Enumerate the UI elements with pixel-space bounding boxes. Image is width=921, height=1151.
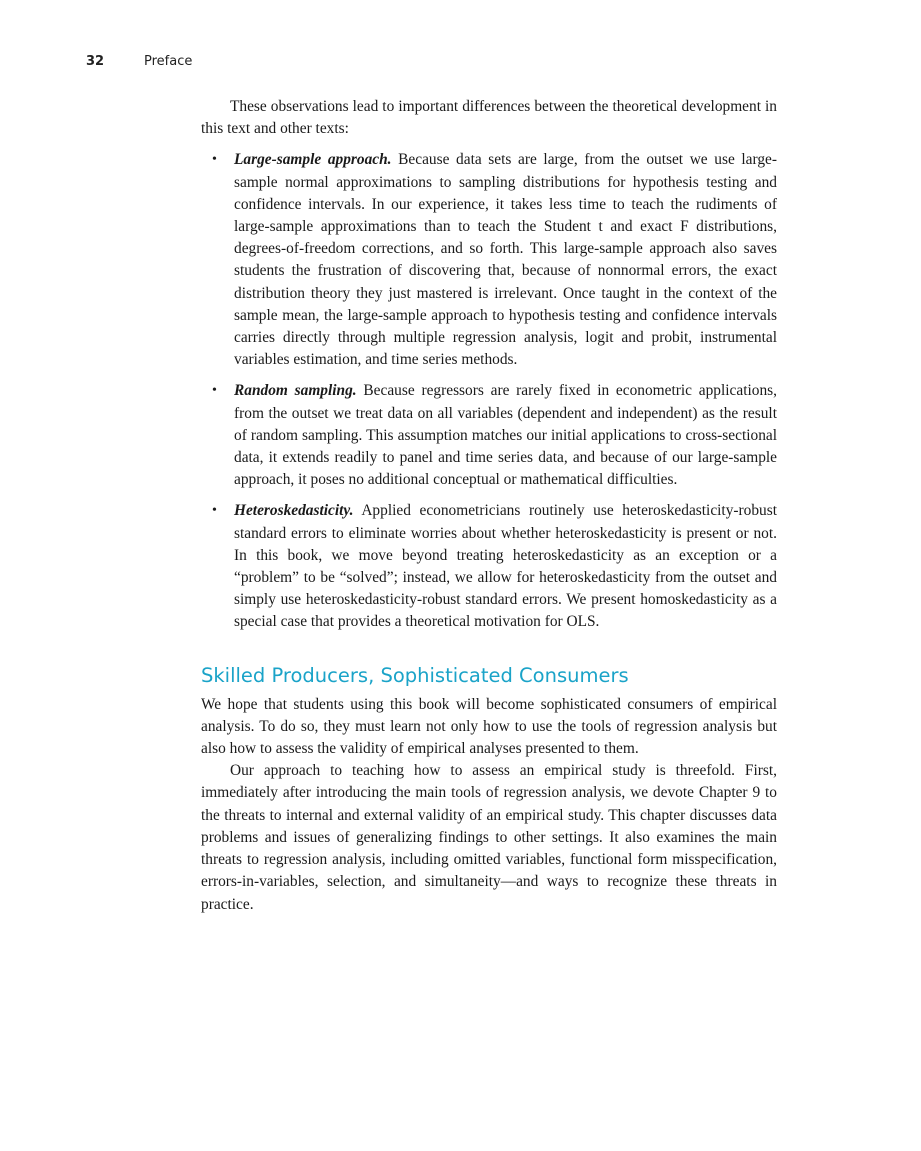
section-paragraph: Our approach to teaching how to assess an empirical study is threefold. First, immediately after introducing the main tools of regression analysis, we devote Chapter 9 to the threats to internal and external validity of an empirical study. This chapter discusses data problems and issues of generalizing findings to other settings. It also examines the main threats to regression analysis, including omitted variables, functional form misspecification, errors-in-variables, selection, and simultaneity—and ways to recognize these threats in practice. bbox=[201, 762, 777, 913]
bullet-icon: • bbox=[212, 503, 217, 519]
bullet-list bbox=[201, 149, 777, 633]
body-text bbox=[201, 96, 777, 916]
running-head-section: Preface bbox=[144, 54, 193, 69]
bullet-icon: • bbox=[212, 152, 217, 168]
bullet-item bbox=[201, 380, 777, 491]
bullet-item bbox=[201, 500, 777, 633]
section-paragraph: We hope that students using this book will become sophisticated consumers of empirical analysis. To do so, they must learn not only how to use the tools of regression analysis but also how to assess the validity of empirical analyses presented to them. bbox=[201, 695, 777, 758]
section-heading: Skilled Producers, Sophisticated Consumers bbox=[201, 663, 629, 687]
intro-paragraph: These observations lead to important differences between the theoretical development in this text and other texts: bbox=[201, 98, 777, 138]
bullet-text: Because data sets are large, from the outset we use large-sample normal approximations to sampling distributions for hypothesis testing and confidence intervals. In our experience, it takes less time to teach the rudiments of large-sample approximations than to teach the Student t and exact F distributions, degrees-of-freedom corrections, and so forth. This large-sample approach also saves students the frustration of discovering that, because of nonnormal errors, the exact distribution theory they just mastered is irrelevant. Once taught in the context of the sample mean, the large-sample approach to hypothesis testing and confidence intervals carries directly through multiple regression analysis, logit and probit, instrumental variables estimation, and time series methods. bbox=[234, 151, 778, 369]
bullet-text: Applied econometricians routinely use heteroskedasticity-robust standard errors to eliminate worries about whether heteroskedasticity is present or not. In this book, we move beyond treating heteroskedasticity as an exception or a “problem” to be “solved”; instead, we allow for heteroskedasticity from the outset and simply use heteroskedasticity-robust standard errors. We present homoskedasticity as a special case that provides a theoretical motivation for OLS. bbox=[234, 502, 777, 631]
bullet-item bbox=[201, 149, 777, 371]
bullet-title: Heteroskedasticity. bbox=[234, 502, 354, 520]
running-head bbox=[86, 54, 192, 69]
bullet-title: Random sampling. bbox=[234, 382, 357, 400]
bullet-text: Because regressors are rarely fixed in econometric applications, from the outset we treat data on all variables (dependent and independent) as the result of random sampling. This assumption matches our initial applications to cross-sectional data, it extends readily to panel and time series data, and because of our large-sample approach, it poses no additional conceptual or mathematical difficulties. bbox=[234, 382, 777, 489]
bullet-title: Large-sample approach. bbox=[234, 151, 392, 169]
page-number: 32 bbox=[86, 54, 105, 69]
bullet-icon: • bbox=[212, 383, 217, 399]
